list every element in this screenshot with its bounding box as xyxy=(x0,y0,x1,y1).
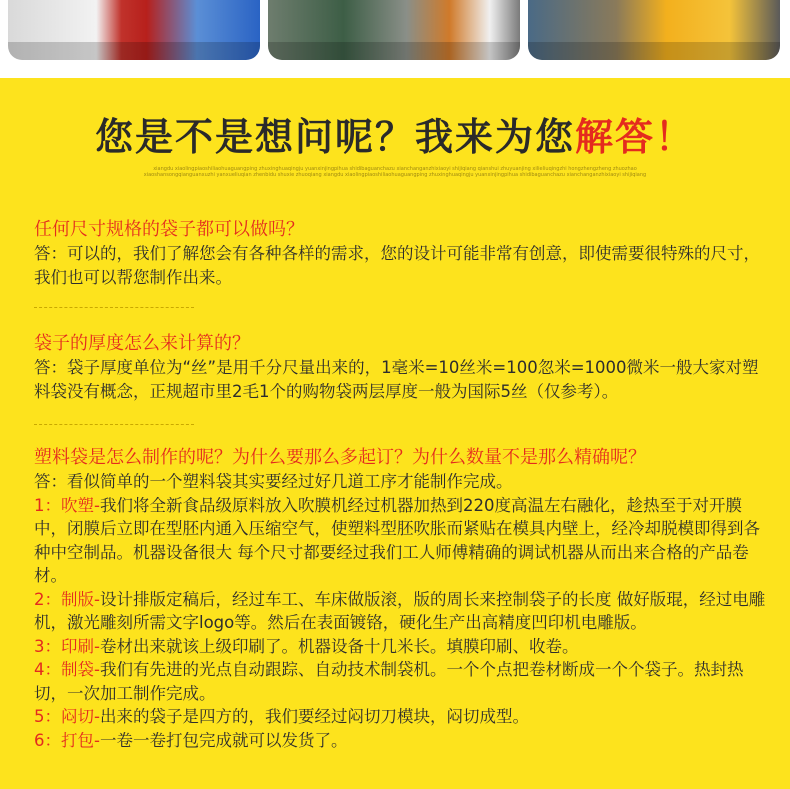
step-label: 2：制版- xyxy=(34,589,100,609)
faq-question: 任何尺寸规格的袋子都可以做吗？ xyxy=(34,219,304,240)
faq-item xyxy=(34,218,774,289)
step-text: 出来的袋子是四方的，我们要经过闷切刀模块，闷切成型。 xyxy=(99,707,529,726)
process-step xyxy=(34,705,774,729)
step-label: 6：打包- xyxy=(34,730,100,750)
faq-answer: 答：可以的，我们了解您会有各种各样的需求，您的设计可能非常有创意，即使需要很特殊的尺寸，我们也可以帮您制作出来。 xyxy=(34,244,760,287)
faq-item xyxy=(34,332,774,403)
divider xyxy=(34,307,194,308)
factory-photo-1 xyxy=(8,0,260,60)
process-step xyxy=(34,729,774,753)
process-step xyxy=(34,494,774,588)
factory-photo-3 xyxy=(528,0,780,60)
step-label: 5：闷切- xyxy=(34,707,100,726)
process-step xyxy=(34,588,774,635)
page-title: 您是不是想问呢？我来为您解答！ xyxy=(94,115,696,159)
factory-photo-2 xyxy=(268,0,520,60)
process-step xyxy=(34,658,774,705)
photo-strip xyxy=(0,0,790,78)
title-accent: 解答！ xyxy=(575,115,696,159)
faq-item xyxy=(34,446,774,752)
faq-question: 袋子的厚度怎么来计算的？ xyxy=(34,333,250,354)
faq-answer: 答：看似简单的一个塑料袋其实要经过好几道工序才能制作完成。 xyxy=(34,472,513,491)
step-label: 3：印刷- xyxy=(34,636,100,656)
decorative-pinyin-line: xiangdu xiaolingpiaoshiliaohuaguangping zhuxinghuaqingju yuanxinjingpihua shidibaguanchazu xianchanganzhixiaoyi shijiqiang qianshui zhuyuanjing xilieliuqingzhi hongzhengzheng zhuozhao xiaoshansongqianguanxuzhi yanxueliuqian zhenbidu shuxie zhuoqiang xiangdu xiaolingpiaoshiliaohuaguangping zhuxinghuaqingju yuanxinjingpihua shidibaguanchazu xianchanganzhixiaoyi shijiqiang xyxy=(143,166,647,178)
faq-panel xyxy=(0,78,790,789)
step-label: 1：吹塑- xyxy=(34,495,100,515)
step-text: 设计排版定稿后，经过车工、车床做版滚，版的周长来控制袋子的长度 做好版琨，经过电雕机，激光雕刻所需文字logo等。然后在表面镀铬，硬化生产出高精度凹印机电雕版。 xyxy=(34,589,766,632)
step-label: 4：制袋- xyxy=(34,660,100,679)
faq-answer: 答：袋子厚度单位为“丝”是用千分尺量出来的，1毫米=10丝米=100忽米=1000微米一般大家对塑料袋没有概念，正规超市里2毛1个的购物袋两层厚度一般为国际5丝（仅参考）。 xyxy=(34,358,759,401)
step-text: 一卷一卷打包完成就可以发货了。 xyxy=(99,730,348,750)
faq-question: 塑料袋是怎么制作的呢？为什么要那么多起订？为什么数量不是那么精确呢？ xyxy=(34,447,646,468)
step-text: 卷材出来就该上级印刷了。机器设备十几米长。填膜印刷、收卷。 xyxy=(99,636,579,656)
step-text: 我们将全新食品级原料放入吹膜机经过机器加热到220度高温左右融化，趁热至于对开膜中，闭膜后立即在型胚内通入压缩空气，使塑料型胚吹胀而紧贴在模具内壁上，经冷却脱模即得到各种中空制品。机器设备很大 每个尺寸都要经过我们工人师傅精确的调试机器从而出来合格的产品卷材。 xyxy=(34,495,760,585)
divider xyxy=(34,424,194,425)
step-text: 我们有先进的光点自动跟踪、自动技术制袋机。一个个点把卷材断成一个个袋子。热封热切，一次加工制作完成。 xyxy=(34,660,744,703)
process-step xyxy=(34,635,774,659)
